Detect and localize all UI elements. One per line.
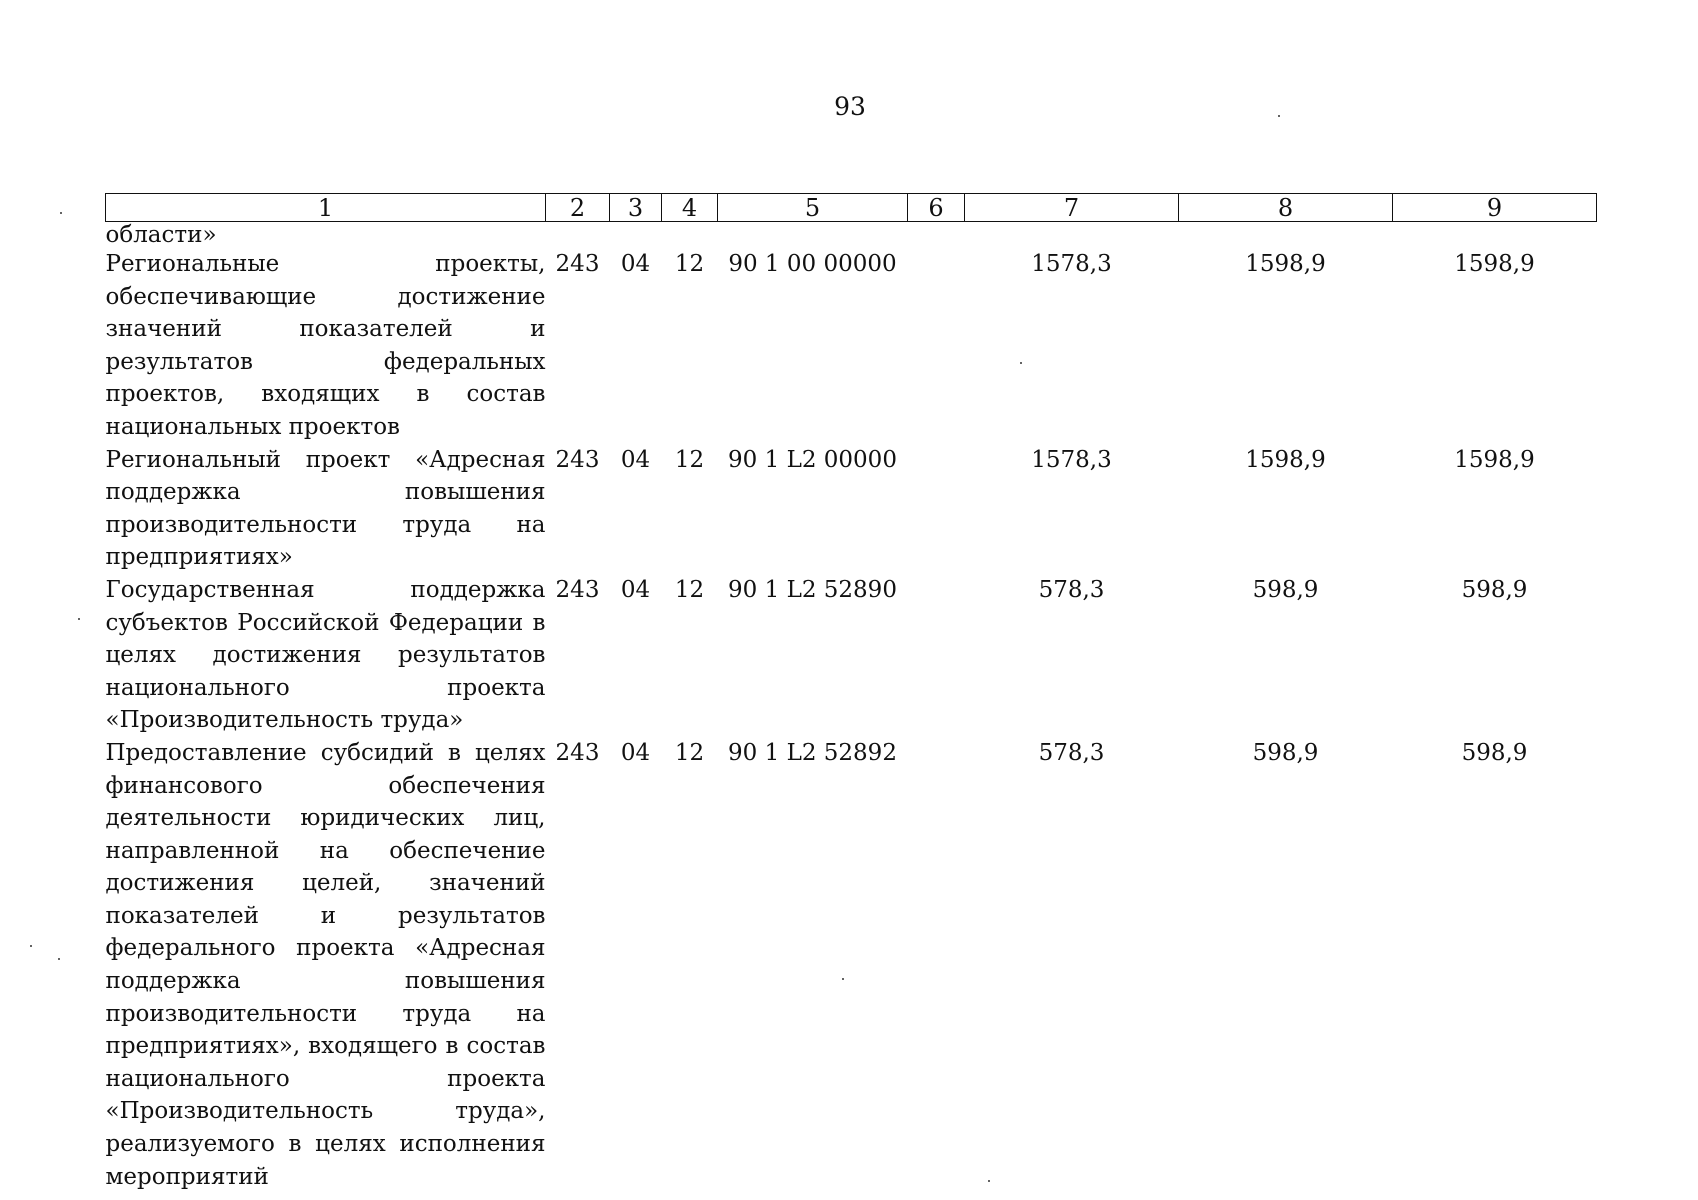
row-name: Государственная поддержка субъектов Российской Федерации в целях достижения результатов национального проекта «Производительность труда» <box>105 576 546 734</box>
row-col-3: 04 <box>620 251 651 277</box>
scan-speck <box>1278 115 1280 117</box>
row-col-7: 1578,3 <box>1031 251 1112 277</box>
table-row <box>106 222 1597 249</box>
row-col-6 <box>908 574 965 737</box>
row-col-9: 1598,9 <box>1454 446 1535 473</box>
row-col-8: 1598,9 <box>1245 251 1326 277</box>
row-col-2: 243 <box>555 251 600 277</box>
row-col-9 <box>1393 222 1597 249</box>
scan-speck <box>78 618 80 620</box>
row-col-4: 12 <box>674 446 705 473</box>
scan-speck <box>30 945 32 947</box>
table-row <box>106 737 1597 1193</box>
header-col-7: 7 <box>965 194 1179 222</box>
scan-speck <box>58 958 60 960</box>
row-col-9: 1598,9 <box>1454 251 1535 277</box>
scan-speck <box>988 1180 990 1182</box>
row-name: области» <box>105 222 217 248</box>
row-col-5: 90 1 00 00000 <box>728 251 897 277</box>
row-col-6 <box>908 222 965 249</box>
row-col-9: 598,9 <box>1461 739 1528 766</box>
header-col-5: 5 <box>718 194 908 222</box>
row-col-3 <box>610 222 662 249</box>
row-col-5: 90 1 L2 00000 <box>728 446 897 473</box>
row-col-8: 598,9 <box>1252 576 1319 603</box>
row-col-4: 12 <box>674 576 705 603</box>
row-col-2 <box>546 222 610 249</box>
row-col-2: 243 <box>555 739 600 766</box>
row-col-4: 12 <box>674 739 705 766</box>
row-col-2: 243 <box>555 446 600 473</box>
row-col-7: 578,3 <box>1038 576 1105 603</box>
header-col-2: 2 <box>546 194 610 222</box>
row-col-5: 90 1 L2 52890 <box>728 576 897 603</box>
table-row <box>106 574 1597 737</box>
row-col-2: 243 <box>555 576 600 603</box>
budget-table <box>105 193 1597 1193</box>
row-col-5: 90 1 L2 52892 <box>728 739 897 766</box>
header-col-6: 6 <box>908 194 965 222</box>
row-name: Региональный проект «Адресная поддержка повышения производительности труда на предприятиях» <box>105 446 546 571</box>
row-col-3: 04 <box>620 576 651 603</box>
row-col-4: 12 <box>674 251 705 277</box>
table-row <box>106 444 1597 574</box>
scan-speck <box>60 212 62 214</box>
page-number: 93 <box>834 92 866 121</box>
header-col-9: 9 <box>1393 194 1597 222</box>
scan-speck <box>1020 362 1022 364</box>
row-col-8: 598,9 <box>1252 739 1319 766</box>
header-col-4: 4 <box>662 194 718 222</box>
row-col-3: 04 <box>620 739 651 766</box>
row-col-6 <box>908 737 965 1193</box>
header-col-3: 3 <box>610 194 662 222</box>
row-name: Региональные проекты, обеспечивающие достижение значений показателей и результатов федеральных проектов, входящих в состав национальных проектов <box>105 251 546 440</box>
row-col-3: 04 <box>620 446 651 473</box>
row-col-9: 598,9 <box>1461 576 1528 603</box>
row-col-6 <box>908 444 965 574</box>
row-name: Предоставление субсидий в целях финансового обеспечения деятельности юридических лиц, направленной на обеспечение достижения целей, значений показателей и результатов федерального проекта «Адресная поддержка повышения производительности труда на предприятиях», входящего в состав национального проекта «Производительность труда», реализуемого в целях исполнения мероприятий <box>105 739 546 1190</box>
row-col-6 <box>908 248 965 444</box>
header-col-1: 1 <box>106 194 546 222</box>
row-col-7 <box>965 222 1179 249</box>
row-col-4 <box>662 222 718 249</box>
row-col-5 <box>718 222 908 249</box>
row-col-7: 1578,3 <box>1031 446 1112 473</box>
row-col-8: 1598,9 <box>1245 446 1326 473</box>
table-row <box>106 248 1597 444</box>
header-col-8: 8 <box>1179 194 1393 222</box>
row-col-8 <box>1179 222 1393 249</box>
header-row <box>106 194 1597 222</box>
scan-speck <box>842 978 844 980</box>
row-col-7: 578,3 <box>1038 739 1105 766</box>
